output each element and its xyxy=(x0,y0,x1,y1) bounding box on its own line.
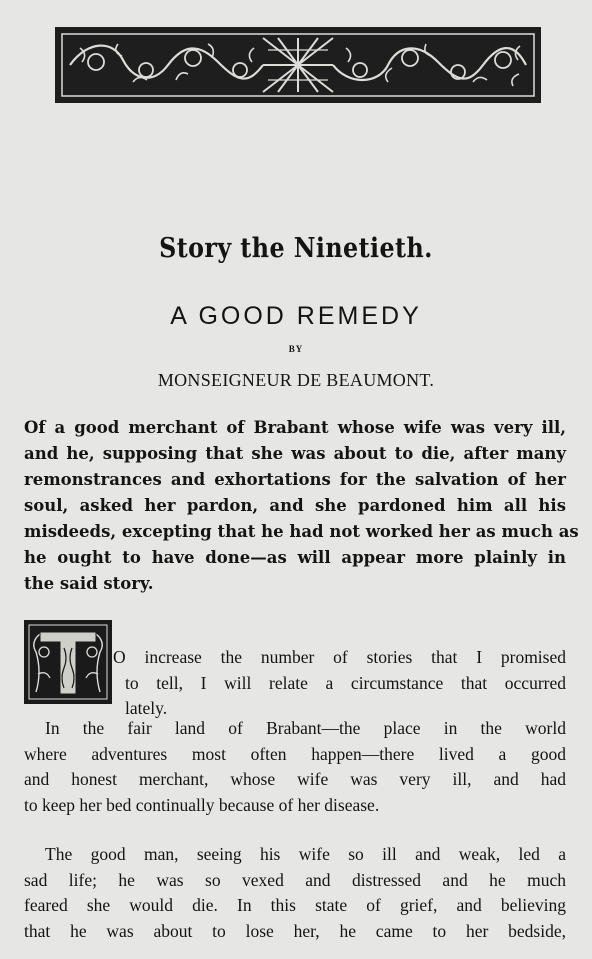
author-name: MONSEIGNEUR DE BEAUMONT. xyxy=(157,370,435,390)
paragraph-line: and honest merchant, whose wife was very ill, and had xyxy=(24,769,566,789)
summary-line: he ought to have done—as will appear more plainly in xyxy=(24,548,566,567)
summary-line: soul, asked her pardon, and she pardoned him all his xyxy=(24,496,566,515)
summary-line: and he, supposing that she was about to die, after many xyxy=(24,444,566,463)
paragraph-line: The good man, seeing his wife so ill and weak, led a xyxy=(45,844,566,864)
paragraph-line: to keep her bed continually because of her disease. xyxy=(24,794,380,815)
summary-line: the said story. xyxy=(24,574,154,593)
paragraph-line: to tell, I will relate a circumstance that occurred xyxy=(125,672,566,693)
paragraph-line: feared she would die. In this state of grief, and believing xyxy=(24,895,566,915)
summary-line: Of a good merchant of Brabant whose wife was very ill, xyxy=(24,418,566,437)
drop-cap xyxy=(24,620,112,704)
summary-line: misdeeds, excepting that he had not worked her as much as xyxy=(24,522,579,541)
story-title: Story the Ninetieth. xyxy=(159,233,433,264)
story-summary xyxy=(24,415,579,597)
decorative-headpiece xyxy=(55,27,541,103)
paragraph-line: that he was about to lose her, he came to her bedside, xyxy=(24,920,566,941)
paragraph-1 xyxy=(113,645,566,722)
chapter-title: A GOOD REMEDY xyxy=(170,302,422,330)
summary-line: remonstrances and exhortations for the salvation of her xyxy=(24,470,566,489)
paragraph-line: In the fair land of Brabant—the place in the world xyxy=(45,718,566,738)
drop-cap-letter-text xyxy=(26,702,27,703)
paragraph-line: lately. xyxy=(125,698,168,718)
paragraph-2 xyxy=(24,716,566,818)
drop-cap-letter-icon xyxy=(26,622,110,702)
vine-ornament-icon xyxy=(58,30,538,100)
by-label: BY xyxy=(288,344,304,354)
paragraph-line: sad life; he was so vexed and distressed and he much xyxy=(24,869,566,890)
paragraph-3 xyxy=(24,842,566,944)
paragraph-line: O increase the number of stories that I promised xyxy=(113,647,566,667)
paragraph-line: where adventures most often happen—there lived a good xyxy=(24,743,566,764)
